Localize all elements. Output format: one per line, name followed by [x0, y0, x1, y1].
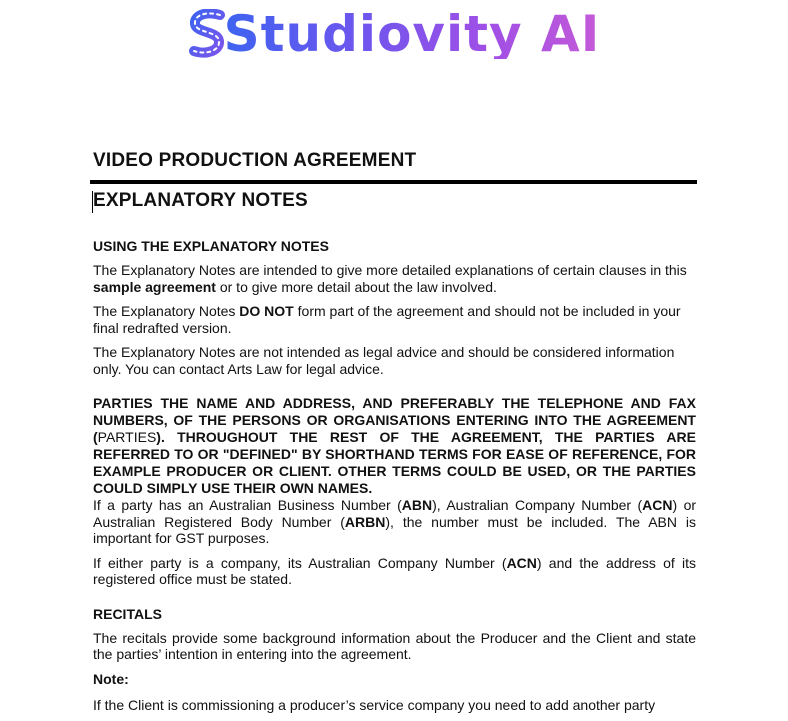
parties-heading: PARTIES THE NAME AND ADDRESS, AND PREFERABLY THE TELEPHONE AND FAX NUMBERS, OF THE PERSONS OR ORGANISATIONS ENTERING INTO THE AGREEMENT (PARTIES). THROUGHOUT THE REST OF THE AGREEMENT, THE PARTIES ARE REFERRED TO OR "DEFINED" BY SHORTHAND TERMS FOR EASE OF REFERENCE, FOR EXAMPLE PRODUCER OR CLIENT. OTHER TERMS COULD BE USED, OR THE PARTIES COULD SIMPLY USE THEIR OWN NAMES. — [93, 395, 696, 496]
section-title-text: EXPLANATORY NOTES — [93, 190, 308, 211]
using-notes-paragraph-1: The Explanatory Notes are intended to give more detailed explanations of certain clauses in this sample agreement or to give more detail about the law involved. — [93, 262, 687, 295]
recitals-paragraph-2: If the Client is commissioning a producer’s service company you need to add another party — [93, 696, 656, 713]
using-notes-heading: USING THE EXPLANATORY NOTES — [93, 238, 329, 254]
title-divider — [90, 180, 697, 184]
section-title[interactable] — [93, 190, 696, 212]
brand-logo — [188, 5, 601, 63]
parties-paragraph-1: If a party has an Australian Business Number (ABN), Australian Company Number (ACN) or Australian Registered Body Number (ARBN), the number must be included. The ABN is important for GST purposes. — [93, 497, 697, 546]
recitals-heading: RECITALS — [93, 605, 162, 622]
text-cursor — [92, 191, 93, 213]
note-label: Note: — [93, 670, 129, 687]
document-page — [93, 150, 696, 721]
film-strip-s-icon — [188, 9, 228, 59]
using-notes-paragraph-2: The Explanatory Notes DO NOT form part of the agreement and should not be included in your final redrafted version. — [93, 303, 681, 336]
brand-name: Studiovity AI — [223, 5, 601, 63]
brand-header — [0, 2, 788, 66]
recitals-paragraph-1: The recitals provide some background information about the Producer and the Client and state the parties’ intention in entering into the agreement. — [93, 629, 696, 662]
parties-paragraph-2: If either party is a company, its Australian Company Number (ACN) and the address of its registered office must be stated. — [93, 554, 696, 587]
document-title: VIDEO PRODUCTION AGREEMENT — [93, 150, 417, 171]
using-notes-paragraph-3: The Explanatory Notes are not intended as legal advice and should be considered information only. You can contact Arts Law for legal advice. — [93, 344, 675, 377]
